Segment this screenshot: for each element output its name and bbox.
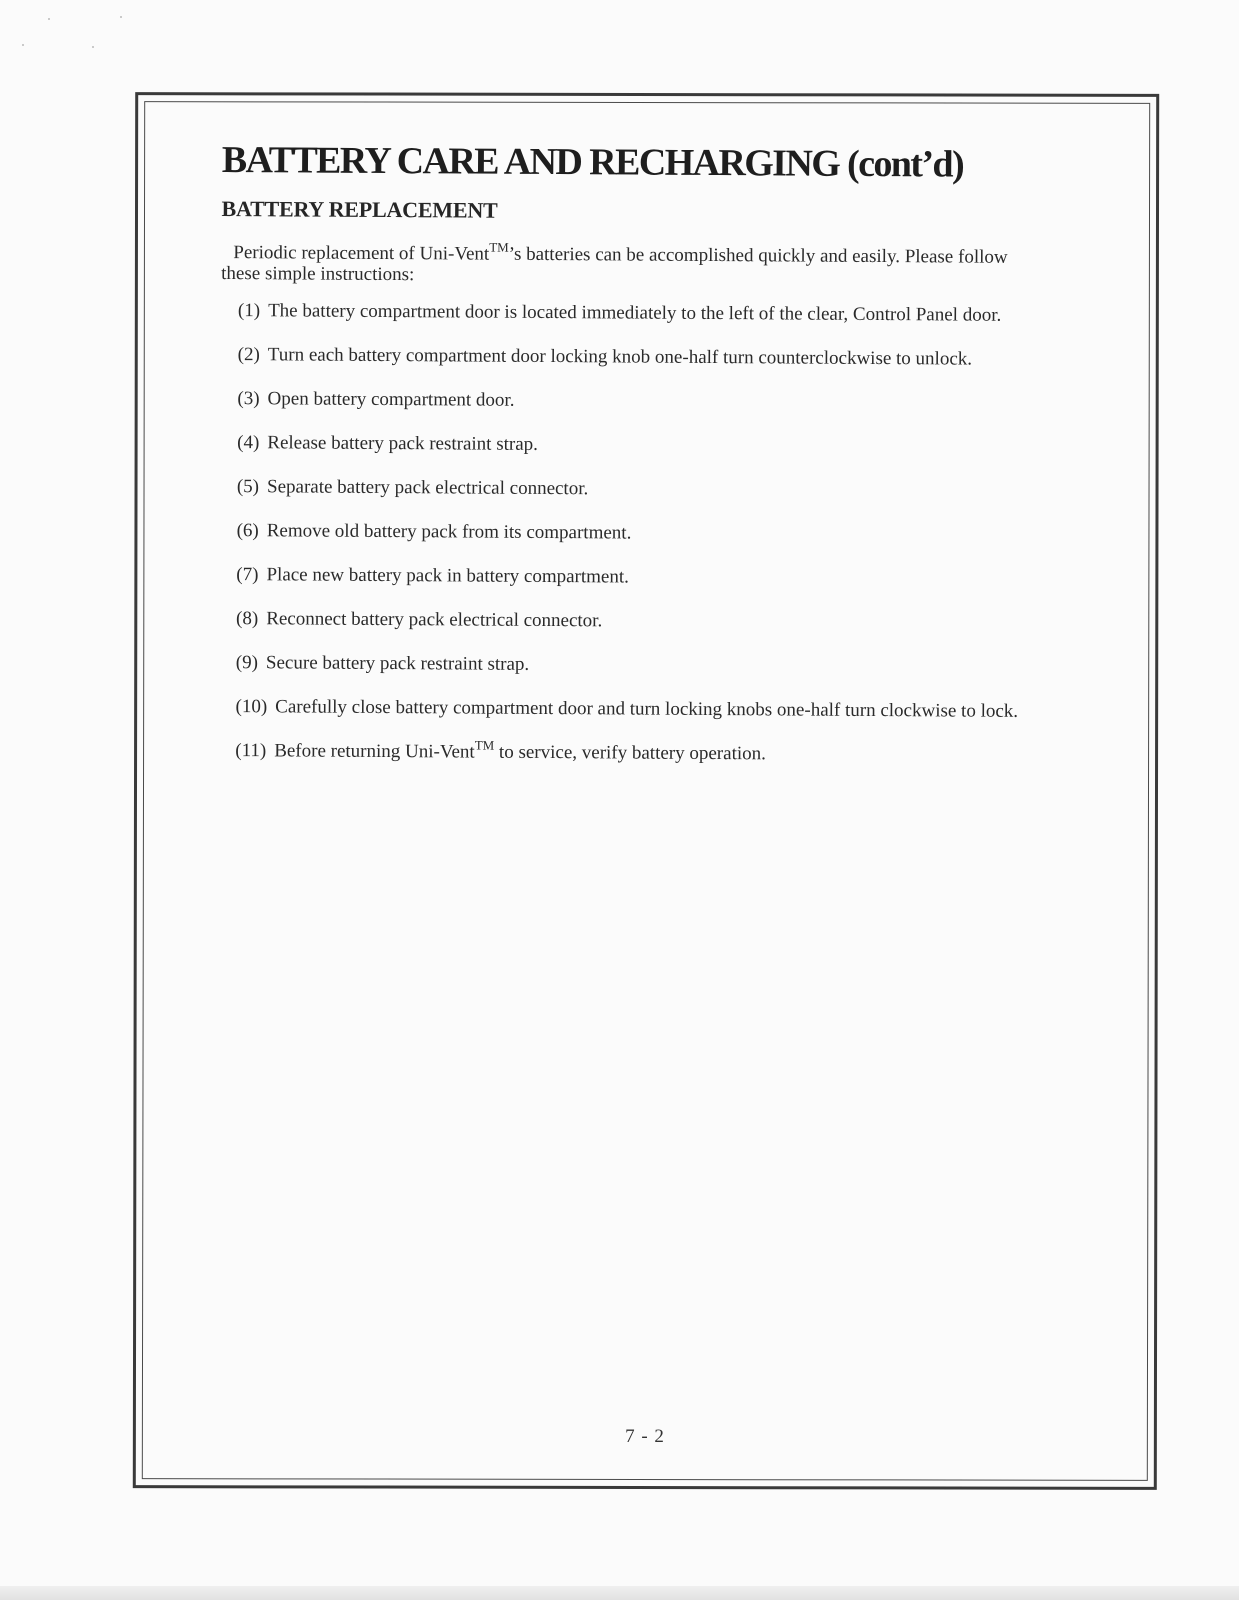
instruction-step: [218, 696, 1088, 723]
step-number: (10): [235, 696, 268, 718]
instruction-list: [218, 300, 1091, 767]
document-body: [218, 140, 1092, 789]
intro-text: Periodic replacement of Uni-Vent: [233, 242, 490, 265]
instruction-step: [219, 652, 1089, 679]
instruction-step: [220, 388, 1090, 415]
step-text: Carefully close battery compartment door and turn locking knobs one-half turn clockwise to lock.: [275, 696, 1019, 723]
page-number: 7 - 2: [625, 1426, 665, 1447]
step-text: Before returning Uni-Vent: [274, 740, 475, 763]
instruction-step: [219, 564, 1089, 591]
instruction-step: [221, 344, 1091, 371]
step-text: to service, verify battery operation.: [494, 741, 766, 765]
step-text: The battery compartment door is located immediately to the left of the clear, Control Panel door.: [268, 300, 1002, 326]
step-number: (3): [237, 388, 260, 410]
intro-paragraph: [221, 239, 1091, 289]
instruction-step: [219, 608, 1089, 635]
instruction-step: [220, 432, 1090, 459]
step-text: Turn each battery compartment door locking knob one-half turn counterclockwise to unlock.: [267, 344, 973, 370]
step-text: Remove old battery pack from its compartment.: [266, 520, 632, 544]
section-heading: BATTERY REPLACEMENT: [221, 195, 498, 223]
step-number: (2): [237, 344, 260, 366]
intro-text: ’s batteries can be accomplished quickly and easily. Please follow: [508, 243, 1008, 268]
instruction-step: [218, 737, 1088, 767]
scan-edge: [0, 1586, 1239, 1600]
scan-speck: [48, 18, 50, 20]
step-text: Place new battery pack in battery compartment.: [266, 564, 630, 588]
step-number: (6): [236, 520, 259, 542]
instruction-step: [221, 300, 1091, 327]
page-title: BATTERY CARE AND RECHARGING (cont’d): [221, 139, 964, 186]
instruction-step: [220, 476, 1090, 503]
step-number: (9): [235, 652, 259, 674]
step-text: Secure battery pack restraint strap.: [265, 652, 530, 676]
intro-line-2: these simple instructions:: [221, 263, 415, 286]
scan-speck: [120, 16, 122, 18]
scan-speck: [22, 44, 24, 46]
step-text: Reconnect battery pack electrical connector.: [266, 608, 603, 632]
step-text: Open battery compartment door.: [267, 388, 515, 411]
step-number: (7): [236, 564, 259, 586]
step-text: Release battery pack restraint strap.: [267, 432, 539, 456]
instruction-step: [220, 520, 1090, 547]
step-number: (8): [236, 608, 259, 630]
trademark-mark: TM: [489, 239, 509, 255]
scan-speck: [92, 46, 94, 48]
step-number: (4): [237, 432, 260, 454]
trademark-mark: TM: [474, 737, 495, 753]
step-number: (5): [236, 476, 260, 498]
step-text: Separate battery pack electrical connector.: [266, 476, 589, 500]
step-number: (1): [237, 300, 261, 322]
step-number: (11): [235, 740, 267, 762]
